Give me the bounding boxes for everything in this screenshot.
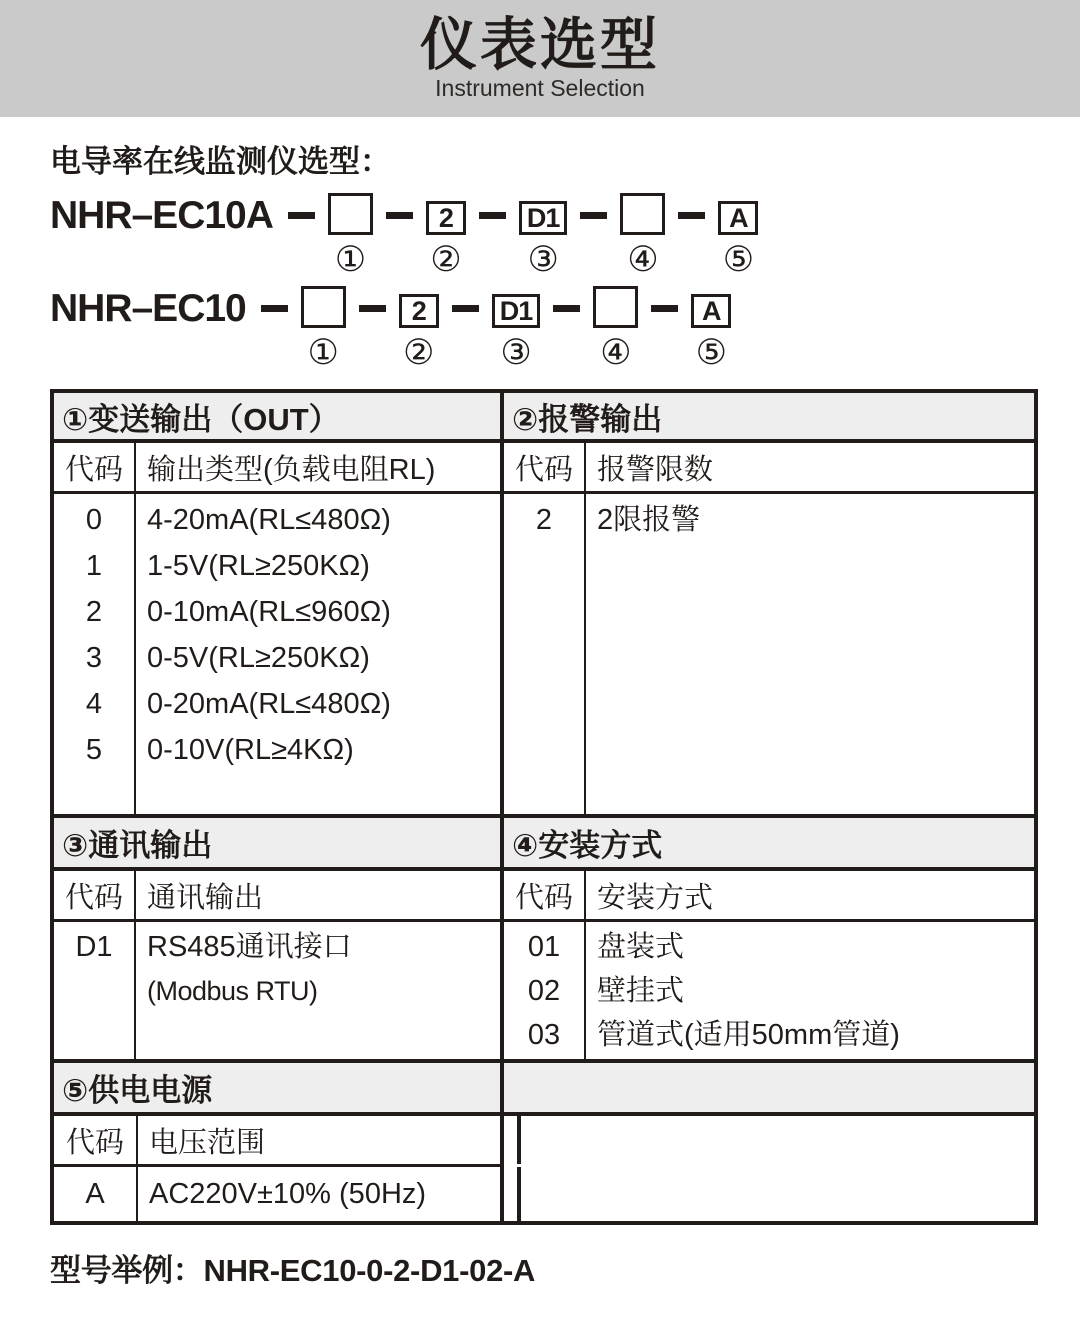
- position-marker-1: ①: [334, 240, 367, 279]
- output-type-value: 0-5V(RL≥250KΩ): [147, 642, 370, 674]
- data-rows-section-2: [54, 922, 1034, 1059]
- model-slot-3: [492, 286, 541, 371]
- model-name-label: NHR–EC10: [50, 287, 246, 330]
- column-header-code: 代码: [54, 871, 136, 919]
- code-cell-list: [54, 494, 136, 814]
- position-marker-2: ②: [403, 333, 435, 372]
- dash-separator: [261, 305, 288, 312]
- slot-box-2: 2: [426, 201, 466, 235]
- code-cell-list: [54, 922, 136, 1059]
- section-header-alarm-output: ②报警输出: [512, 401, 663, 437]
- dash-separator: [651, 305, 678, 312]
- data-rows-section-3: [54, 1116, 1034, 1221]
- output-type-value: 0-10mA(RL≤960Ω): [147, 596, 391, 628]
- code-value: 2: [85, 596, 103, 628]
- column-header-mounting: 安装方式: [597, 881, 714, 914]
- dash-separator: [678, 212, 705, 219]
- column-header-code: 代码: [54, 443, 136, 491]
- mounting-value: 盘装式: [597, 931, 685, 963]
- model-slot-2: [399, 286, 439, 371]
- code-cell-list: [504, 922, 586, 1059]
- model-line-nhr-ec10a: [50, 193, 1038, 281]
- description-cell-list: [586, 494, 1034, 814]
- dash-separator: [359, 305, 386, 312]
- output-type-value: 1-5V(RL≥250KΩ): [147, 550, 370, 582]
- model-slot-2: [426, 193, 466, 278]
- output-type-value: 4-20mA(RL≤480Ω): [147, 504, 391, 536]
- code-value: 1: [85, 550, 103, 582]
- section-header-communication-output: ③通讯输出: [54, 818, 504, 867]
- description-cell-list: [136, 922, 504, 1059]
- model-slot-1: [328, 193, 373, 278]
- code-value: D1: [75, 931, 113, 963]
- position-marker-3: ③: [500, 333, 532, 372]
- section-header-mounting-style: ④安装方式: [512, 828, 663, 863]
- mounting-value: 壁挂式: [597, 975, 685, 1007]
- selection-table: [50, 389, 1038, 1225]
- column-header-code: 代码: [504, 443, 586, 491]
- description-cell-list: [136, 494, 504, 814]
- slot-box-4: [620, 193, 665, 235]
- section-header-transmit-output: ①变送输出（OUT）: [54, 393, 504, 439]
- model-slot-1: [301, 286, 346, 371]
- description-cell-list: [586, 922, 1034, 1059]
- empty-cell: [504, 1116, 1034, 1221]
- communication-value: RS485通讯接口: [147, 931, 352, 963]
- code-value: 3: [85, 642, 103, 674]
- slot-box-5: A: [718, 201, 758, 235]
- column-header-voltage-range: 电压范围: [138, 1116, 521, 1164]
- code-value: 02: [527, 975, 561, 1007]
- column-header-communication: 通讯输出: [136, 871, 504, 919]
- model-slot-4: [620, 193, 665, 278]
- power-supply-subtable: [54, 1116, 504, 1221]
- column-header-row-3: [54, 1116, 500, 1167]
- section-header-power-supply: ⑤供电电源: [54, 1063, 504, 1112]
- section-header-row-1: [54, 393, 1034, 443]
- model-name-label: NHR–EC10A: [50, 194, 273, 237]
- communication-value-protocol: (Modbus RTU): [147, 976, 318, 1006]
- position-marker-4: ④: [600, 333, 632, 372]
- section-header-row-2: [54, 814, 1034, 871]
- data-rows-section-1: [54, 494, 1034, 814]
- section-header-empty: [504, 1063, 1034, 1112]
- power-supply-data-row: [54, 1167, 500, 1221]
- output-type-value: 0-20mA(RL≤480Ω): [147, 688, 391, 720]
- slot-box-1: [301, 286, 346, 328]
- slot-box-2: 2: [399, 294, 439, 328]
- code-value: 01: [527, 931, 561, 963]
- dash-separator: [288, 212, 315, 219]
- column-header-code: 代码: [54, 1116, 138, 1164]
- position-marker-4: ④: [627, 240, 659, 279]
- slot-box-4: [593, 286, 638, 328]
- page-subtitle: Instrument Selection: [435, 75, 645, 101]
- slot-box-1: [328, 193, 373, 235]
- dash-separator: [553, 305, 580, 312]
- mounting-value: 管道式(适用50mm管道): [597, 1019, 900, 1051]
- column-header-output-type: 输出类型(负载电阻RL): [136, 443, 504, 491]
- page-header: [0, 0, 1080, 117]
- column-header-row-2: [54, 871, 1034, 922]
- voltage-range-value: AC220V±10% (50Hz): [138, 1167, 521, 1221]
- position-marker-1: ①: [307, 333, 339, 372]
- slot-box-3: D1: [492, 294, 541, 328]
- column-header-row-1: [54, 443, 1034, 494]
- page-title: 仪表选型: [420, 13, 660, 77]
- column-header-alarm-limits: 报警限数: [597, 453, 714, 486]
- slot-box-5: A: [691, 294, 731, 328]
- page-body: [0, 145, 1080, 1290]
- selection-intro-label: 电导率在线监测仪选型：: [50, 144, 391, 179]
- column-header-code: 代码: [504, 871, 586, 919]
- code-value: 2: [535, 504, 553, 536]
- position-marker-5: ⑤: [722, 240, 755, 279]
- dash-separator: [580, 212, 607, 219]
- code-value: A: [54, 1167, 138, 1221]
- model-slot-5: [691, 286, 731, 371]
- dash-separator: [479, 212, 506, 219]
- position-marker-5: ⑤: [695, 333, 727, 372]
- dash-separator: [452, 305, 479, 312]
- code-value: 0: [85, 504, 103, 536]
- code-cell-list: [504, 494, 586, 814]
- position-marker-3: ③: [527, 240, 559, 279]
- model-slot-5: [718, 193, 758, 278]
- model-slot-3: [519, 193, 568, 278]
- position-marker-2: ②: [430, 240, 462, 279]
- alarm-limit-value: 2限报警: [597, 504, 701, 536]
- model-slot-4: [593, 286, 638, 371]
- code-value: 03: [527, 1019, 561, 1051]
- dash-separator: [386, 212, 413, 219]
- output-type-value: 0-10V(RL≥4KΩ): [147, 734, 354, 766]
- model-example-label: 型号举例：NHR-EC10-0-2-D1-02-A: [50, 1253, 536, 1288]
- model-line-nhr-ec10: [50, 286, 1038, 374]
- section-header-row-3: [54, 1059, 1034, 1116]
- code-value: 5: [85, 734, 103, 766]
- code-value: 4: [85, 688, 103, 720]
- slot-box-3: D1: [519, 201, 568, 235]
